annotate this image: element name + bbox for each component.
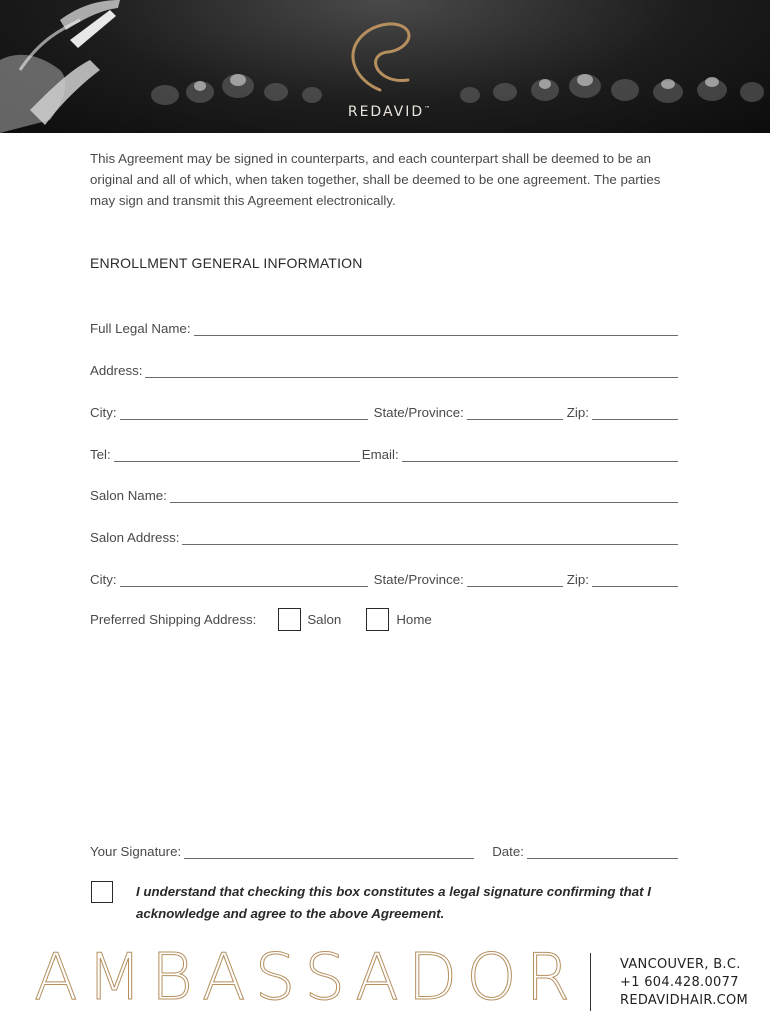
ambassador-wordmark: AMBASSADOR xyxy=(34,941,580,1015)
salon-option-label: Salon xyxy=(307,612,342,627)
city-row xyxy=(90,400,678,420)
salon-state-province-field[interactable] xyxy=(467,572,563,587)
salon-state-province-label: State/Province: xyxy=(373,572,464,587)
phone-text: +1 604.428.0077 xyxy=(620,975,739,990)
salon-name-label: Salon Name: xyxy=(90,488,167,503)
contact-block xyxy=(620,956,748,1010)
full-legal-name-field[interactable] xyxy=(194,321,678,336)
date-label: Date: xyxy=(492,844,524,859)
city-label: City: xyxy=(90,405,117,420)
shipping-row xyxy=(90,608,432,631)
salon-address-field[interactable] xyxy=(182,530,678,545)
salon-city-field[interactable] xyxy=(120,572,368,587)
website-text: REDAVIDHAIR.COM xyxy=(620,993,749,1008)
full-legal-name-row xyxy=(90,316,678,336)
intro-paragraph: This Agreement may be signed in counterparts, and each counterpart shall be deemed to be an original and all of which, when taken together, shall be deemed to be one agreement. The parties may sign and transmit this Agreement electronically. xyxy=(90,151,661,208)
salon-city-label: City: xyxy=(90,572,117,587)
section-title: ENROLLMENT GENERAL INFORMATION xyxy=(90,255,363,271)
address-field[interactable] xyxy=(145,363,678,378)
home-option-label: Home xyxy=(396,612,432,627)
zip-label: Zip: xyxy=(566,405,589,420)
email-label: Email: xyxy=(361,447,399,462)
tel-row xyxy=(90,442,678,462)
date-field[interactable] xyxy=(527,844,678,859)
address-row xyxy=(90,358,678,378)
city-field[interactable] xyxy=(120,405,368,420)
home-checkbox[interactable] xyxy=(366,608,389,631)
acknowledgement-text: I understand that checking this box constitutes a legal signature confirming that I acknowledge and agree to the above Agreement. xyxy=(136,884,651,921)
acknowledge-checkbox[interactable] xyxy=(91,881,113,903)
signature-label: Your Signature: xyxy=(90,844,182,859)
location-text: VANCOUVER, B.C. xyxy=(620,957,741,972)
signature-row xyxy=(90,839,678,859)
state-province-label: State/Province: xyxy=(373,405,464,420)
full-legal-name-label: Full Legal Name: xyxy=(90,321,191,336)
shipping-label: Preferred Shipping Address: xyxy=(90,612,257,627)
address-label: Address: xyxy=(90,363,143,378)
brand-logo xyxy=(335,104,445,120)
salon-address-label: Salon Address: xyxy=(90,530,180,545)
header-banner xyxy=(0,0,770,133)
signature-field[interactable] xyxy=(184,844,474,859)
email-field[interactable] xyxy=(402,447,678,462)
tel-field[interactable] xyxy=(114,447,360,462)
salon-zip-field[interactable] xyxy=(592,572,678,587)
zip-field[interactable] xyxy=(592,405,678,420)
brand-name: REDAVID xyxy=(347,104,425,120)
salon-zip-label: Zip: xyxy=(566,572,589,587)
trademark-mark: ™ xyxy=(424,105,433,113)
salon-checkbox[interactable] xyxy=(278,608,301,631)
state-province-field[interactable] xyxy=(467,405,563,420)
salon-address-row xyxy=(90,525,678,545)
tel-label: Tel: xyxy=(90,447,111,462)
salon-name-field[interactable] xyxy=(170,488,678,503)
salon-name-row xyxy=(90,483,678,503)
salon-city-row xyxy=(90,567,678,587)
footer-divider xyxy=(590,953,591,1011)
